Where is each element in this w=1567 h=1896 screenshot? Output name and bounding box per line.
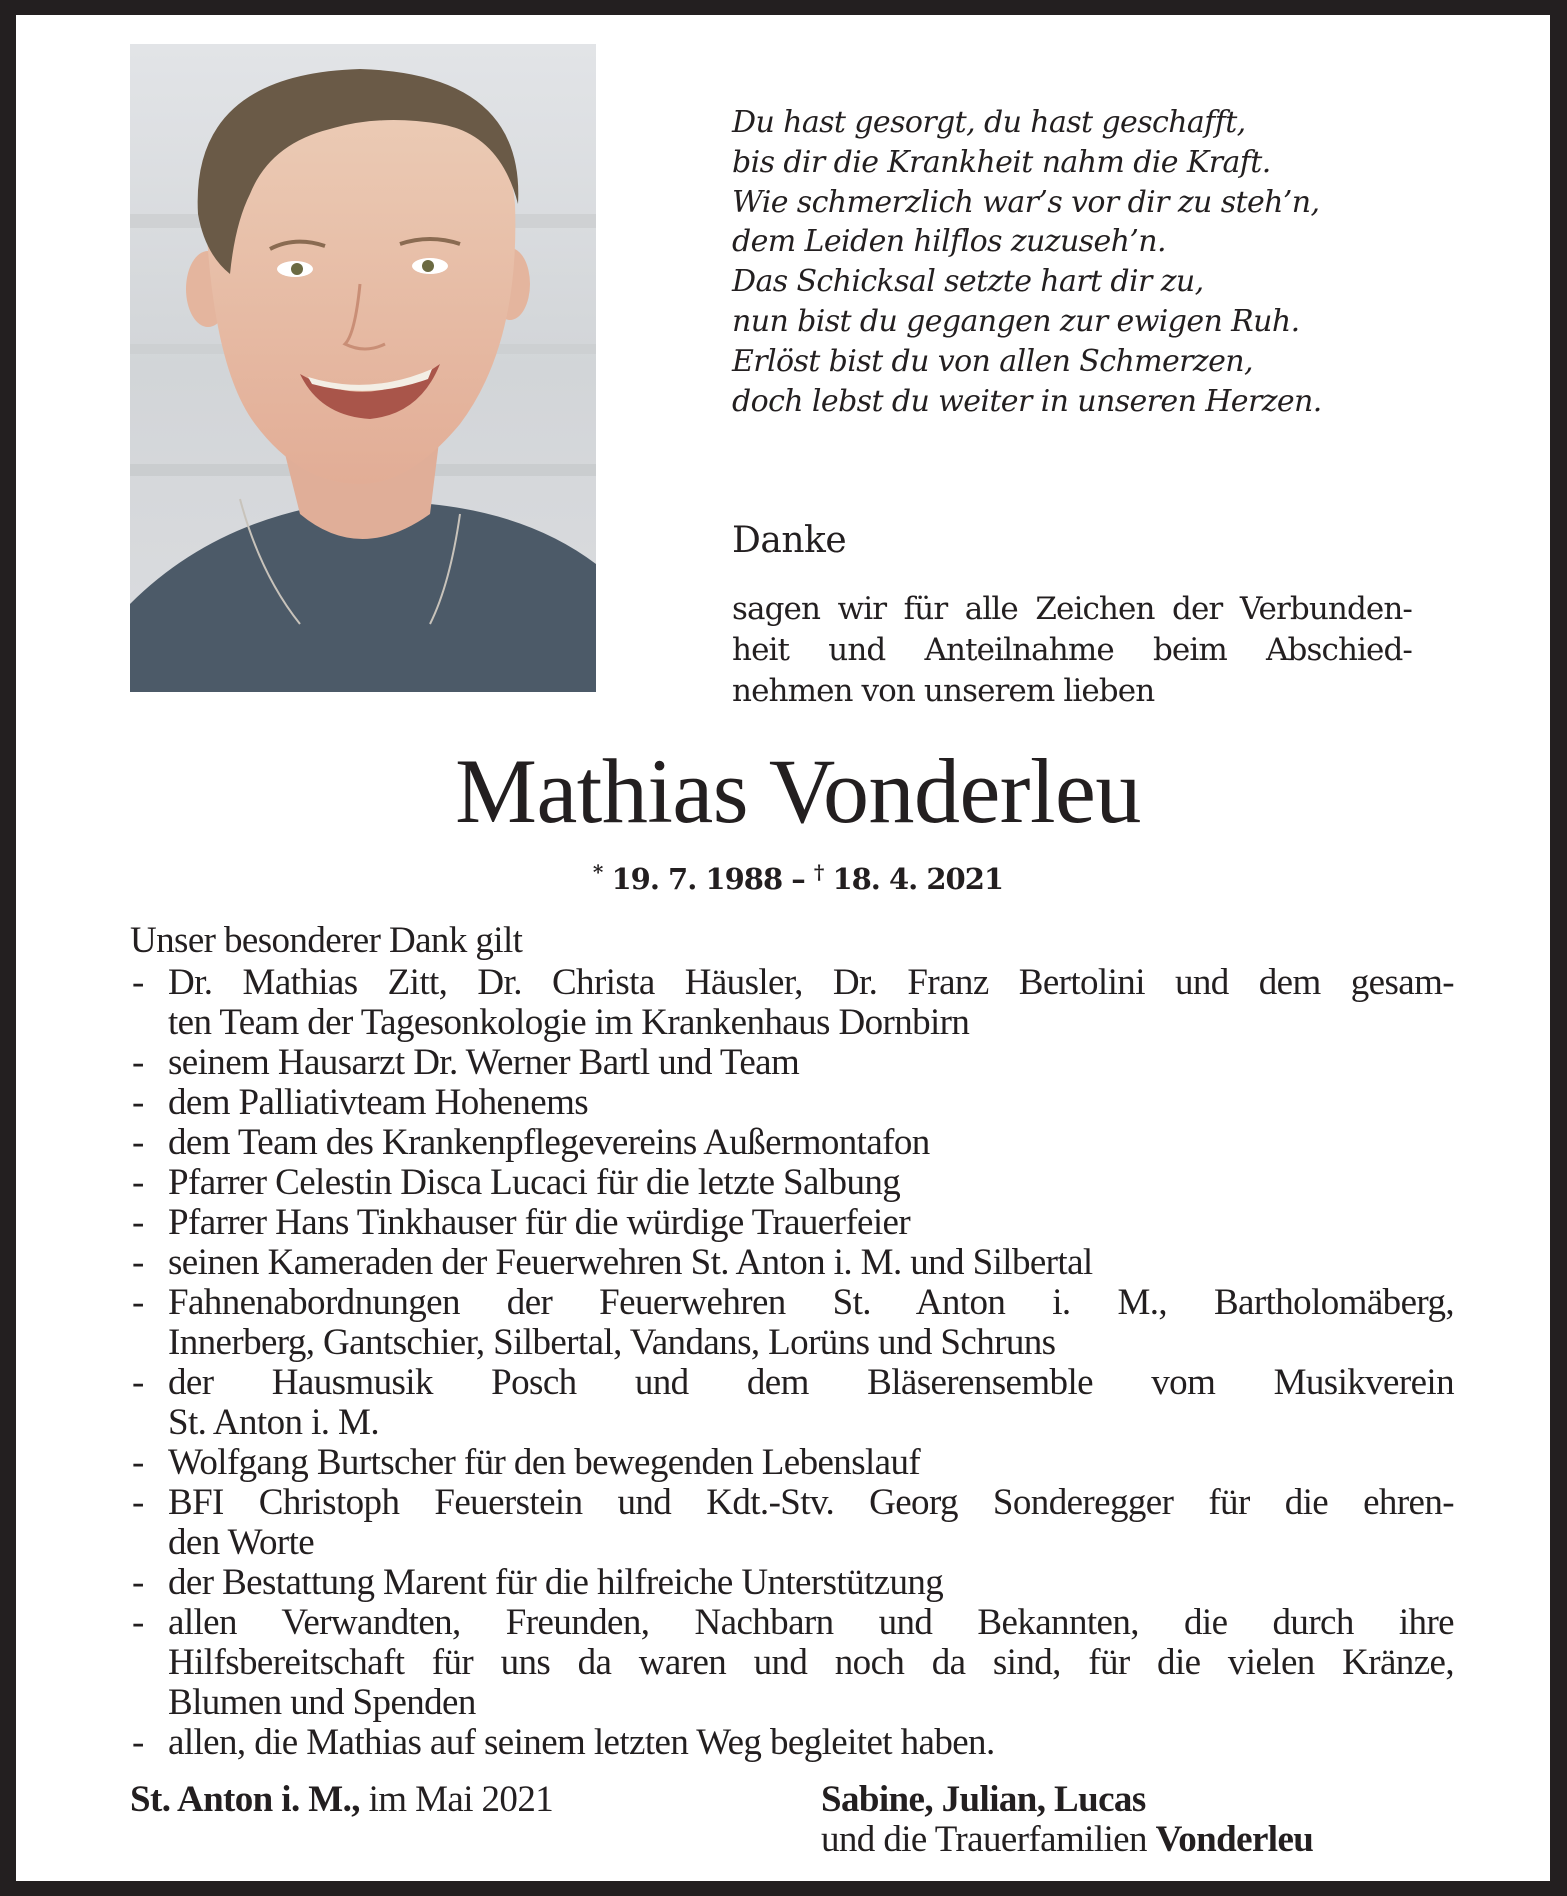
list-item: - allen, die Mathias auf seinem letzten Weg begleitet haben. (132, 1722, 995, 1763)
list-item-line: Dr. Mathias Zitt, Dr. Christa Häusler, Dr. Franz Bertolini und dem gesam- (168, 962, 1454, 1003)
list-item: - BFI Christoph Feuerstein und Kdt.-Stv. Georg Sonderegger für die ehren- den Worte (132, 1482, 1454, 1563)
date-separator: – (791, 862, 805, 896)
family-name: Vonderleu (1155, 1819, 1314, 1860)
danke-heading: Danke (732, 520, 847, 561)
list-item: - Wolfgang Burtscher für den bewegenden Lebenslauf (132, 1442, 921, 1483)
list-item: - Pfarrer Celestin Disca Lucaci für die letzte Salbung (132, 1162, 901, 1203)
thanks-list (130, 963, 1454, 1763)
signatories-block (821, 1780, 1313, 1860)
families-prefix: und die Trauerfamilien (821, 1819, 1156, 1860)
portrait-illustration (130, 44, 596, 692)
poem (732, 103, 1412, 421)
signatories: Sabine, Julian, Lucas (821, 1779, 1146, 1820)
birth-star-icon: * (592, 860, 603, 884)
thanks-intro: Unser besonderer Dank gilt (130, 920, 523, 961)
poem-line: bis dir die Krankheit nahm die Kraft. (732, 144, 1271, 180)
poem-line: Das Schicksal setzte hart dir zu, (732, 264, 1204, 300)
poem-line: doch lebst du weiter in unseren Herzen. (732, 383, 1322, 419)
list-item: - allen Verwandten, Freunden, Nachbarn und Bekannten, die durch ihre Hilfsbereitschaft für uns da waren und noch da sind, für die vielen Kränze, Blumen und Spenden (132, 1602, 1454, 1723)
deceased-name: Mathias Vonderleu (455, 740, 1141, 842)
death-date: 18. 4. 2021 (832, 862, 1004, 896)
poem-line: Wie schmerzlich war’s vor dir zu steh’n, (732, 184, 1320, 220)
list-item: - Pfarrer Hans Tinkhauser für die würdige Trauerfeier (132, 1202, 911, 1243)
list-item: - Dr. Mathias Zitt, Dr. Christa Häusler, Dr. Franz Bertolini und dem gesam- ten Team der Tagesonkologie im Krankenhaus Dornbirn (132, 962, 1454, 1043)
list-item: - seinen Kameraden der Feuerwehren St. Anton i. M. und Silbertal (132, 1242, 1093, 1283)
place-and-date (130, 1780, 553, 1820)
poem-line: nun bist du gegangen zur ewigen Ruh. (732, 303, 1300, 339)
portrait-photo (130, 44, 596, 692)
danke-line: heit und Anteilnahme beim Abschied- (732, 632, 1412, 668)
list-item: - der Bestattung Marent für die hilfreiche Unterstützung (132, 1562, 944, 1603)
list-item: - Fahnenabordnungen der Feuerwehren St. Anton i. M., Bartholomäberg, Innerberg, Gantschier, Silbertal, Vandans, Lorüns und Schruns (132, 1282, 1454, 1363)
poem-line: dem Leiden hilflos zuzuseh’n. (732, 224, 1166, 260)
danke-line: sagen wir für alle Zeichen der Verbunden- (732, 591, 1412, 627)
date: im Mai 2021 (359, 1779, 554, 1820)
death-cross-icon: † (813, 860, 824, 884)
danke-line: nehmen von unserem lieben (732, 673, 1155, 709)
danke-text (732, 589, 1412, 712)
poem-line: Erlöst bist du von allen Schmerzen, (732, 343, 1253, 379)
birth-date: 19. 7. 1988 (611, 862, 783, 896)
obituary-page (16, 15, 1550, 1881)
thanks-section (130, 921, 1454, 1763)
poem-line: Du hast gesorgt, du hast geschafft, (732, 105, 1246, 140)
list-item: - dem Palliativteam Hohenems (132, 1082, 589, 1123)
list-item: - dem Team des Krankenpflegevereins Außermontafon (132, 1122, 930, 1163)
list-item: - der Hausmusik Posch und dem Bläserensemble vom Musikverein St. Anton i. M. (132, 1362, 1454, 1443)
list-item: - seinem Hausarzt Dr. Werner Bartl und Team (132, 1042, 800, 1083)
place: St. Anton i. M., (130, 1779, 360, 1820)
life-dates (16, 853, 1550, 898)
